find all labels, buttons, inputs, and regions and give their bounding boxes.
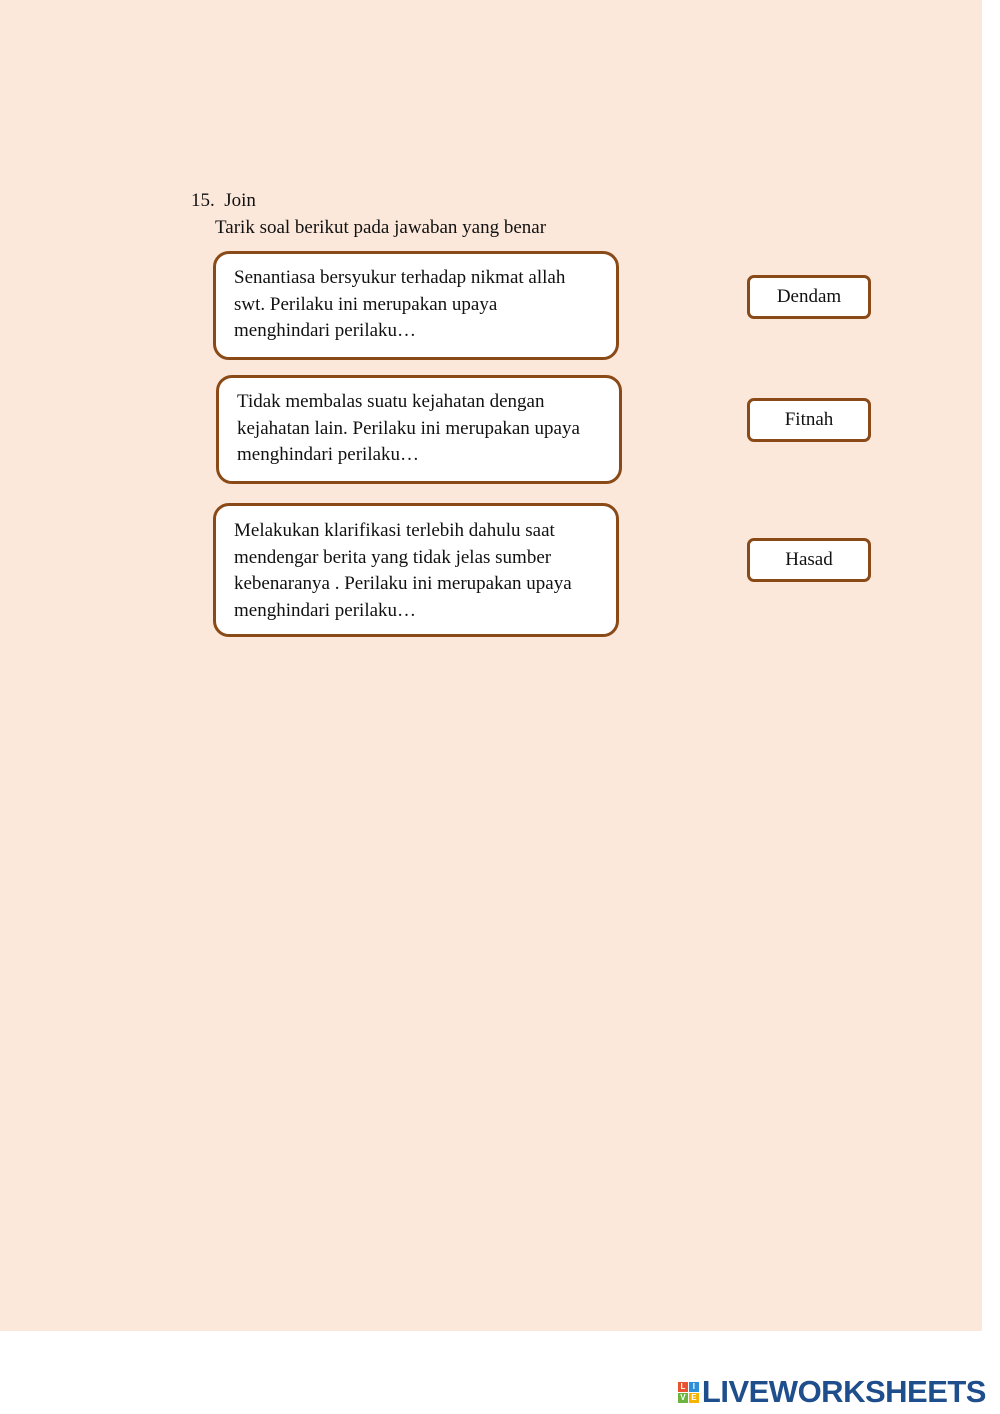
prompt-line: kejahatan lain. Perilaku ini merupakan upaya [237, 417, 580, 439]
logo-text: LIVEWORKSHEETS [701, 1374, 986, 1409]
question-header [191, 190, 256, 212]
logo-tile: V [678, 1393, 688, 1403]
logo-tile: I [689, 1382, 699, 1392]
join-prompt-2[interactable] [216, 375, 622, 484]
prompt-line: Melakukan klarifikasi terlebih dahulu saat [234, 520, 555, 541]
join-answer-fitnah[interactable]: Fitnah [747, 398, 871, 442]
liveworksheets-logo[interactable] [678, 1372, 986, 1412]
prompt-line: Senantiasa bersyukur terhadap nikmat allah [234, 267, 566, 288]
join-answer-dendam[interactable]: Dendam [747, 275, 871, 319]
prompt-line: Tidak membalas suatu kejahatan dengan [237, 391, 545, 412]
prompt-line: menghindari perilaku… [234, 320, 417, 341]
prompt-line: menghindari perilaku… [234, 599, 417, 621]
logo-grid-icon [678, 1382, 699, 1403]
prompt-line: kebenaranya . Perilaku ini merupakan upaya [234, 573, 572, 594]
logo-tile: E [689, 1393, 699, 1403]
prompt-line: menghindari perilaku… [237, 444, 420, 465]
prompt-line: mendengar berita yang tidak jelas sumber [234, 546, 552, 568]
question-instruction: Tarik soal berikut pada jawaban yang benar [215, 217, 547, 238]
join-answer-hasad[interactable]: Hasad [747, 538, 871, 582]
question-number: 15. [191, 190, 215, 211]
logo-tile: L [678, 1382, 688, 1392]
join-prompt-1[interactable] [213, 251, 619, 360]
question-type: Join [224, 190, 256, 211]
join-prompt-3[interactable] [213, 503, 619, 637]
prompt-line: swt. Perilaku ini merupakan upaya [234, 293, 498, 315]
